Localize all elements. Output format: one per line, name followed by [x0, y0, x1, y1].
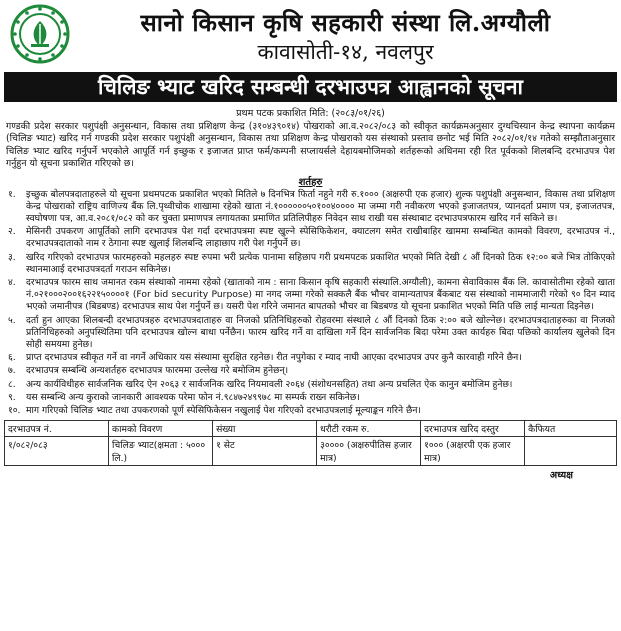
col-bid-number: दरभाउपत्र नं. — [5, 421, 109, 437]
col-security-amount: धरौटी रकम रु. — [317, 421, 421, 437]
list-item: ३. खरिद गरिएको दरभाउपत्र फारमहरुको महलहरु स्पष्ट रुपमा भरी प्रत्येक पानामा सहिछाप गरी प्रथमपटक प्रकाशित भएको मिति देखी ८ औं दिनको ठिक १२:०० बजे भित्र तोकिएको स्थानमाआई दरभाउपत्रदर्ता गराउन सकिनेछ। — [8, 251, 615, 275]
letterhead — [4, 4, 617, 68]
list-item: ६. प्राप्त दरभाउपत्र स्वीकृत गर्ने वा नगर्ने अधिकार यस संस्थामा सुरक्षित रहनेछ। रीत नपुगेका र म्याद नाघी आएका दरभाउपत्र उपर कुनै कारवाही गरिने छैन। — [8, 352, 522, 364]
notice-intro: गण्डकी प्रदेश सरकार पशुपंक्षी अनुसन्धान, विकास तथा प्रशिक्षण केन्द्र (३१०४३९०१४) पोखराको आ.व.२०८२/०८३ को स्वीकृत कार्यक्रमअनुसार दुग्धचिस्यान केन्द्र स्थापना कार्यक्रम (चिलिङ भ्याट) खरिद गर्न गण्डकी प्रदेश सरकार पशुपंक्षी अनुसन्धान, विकास तथा प्रशिक्षण केन्द्र पोखराको यस संस्थाको प्रस्ताव छनोट भई मिति २०८२/०१/१४ गतेको सम्झौताअनुसार चिलिङ भ्याट खरिद गर्नुपर्ने भएकोले आपूर्ति गर्न इच्छुक र इजाजत प्राप्त फर्म/कम्पनी सप्लायर्सले देहायबमोजिमको शर्तहरूको अधिनमा रही रित पूर्वकको शिलबन्दि दरभाउपत्र पेश गर्नुहुन यो सूचना प्रकाशित गरिएको छ। — [6, 121, 615, 170]
list-item: ७. दरभाउपत्र सम्बन्धि अन्यशर्तहरु दरभाउपत्र फारममा उल्लेख गरे बमोजिम हुनेछन्। — [8, 365, 289, 377]
list-item: ४. दरभाउपत्र फारम साथ जमानत रकम संस्थाको नाममा रहेको (खाताको नाम : साना किसान कृषि सहकारी संस्थालि.अग्यौली), कामना सेवाविकास बैंक लि. कावासोतीमा रहेको खाता नं.०२१०००२००१६२२१५००००१ (For bid security Purpose) मा नगद जम्मा गरेको सक्कलै बैंक भौचर वामान्यतापत्र बैंकबाट यस संस्थाको नाममाजारी गरेको ९० दिन म्याद भएको जमानीपत्र (बिडबण्ड) दरभाउपत्र साथ पेश गर्नुपर्ने छ। यसरी पेश गरिने जमानत बापतको भौचर वा बिडबण्ड यो सूचना प्रकाशित भएको मिति पछि लाई मान्यता दिइनेछ। — [8, 277, 615, 313]
cell-bid-fee: १००० (अक्षरपी एक हजार मात्र) — [421, 437, 525, 466]
list-item: ९. यस सम्बन्धि अन्य कुराको जानकारी आवश्यक परेमा फोन नं.९८४७२४९९७८ मा सम्पर्क राख्न सकिनेछ। — [8, 391, 360, 403]
list-item: २. मेसिनरी उपकरण आपूर्तिको लागि दरभाउपत्र पेश गर्दा दरभाउपत्रमा स्पष्ट खुल्ने स्पेसिफिकेशन, क्याटलग समेत राखीबाहिर खाममा सम्बन्धित कामको विवरण, दरभाउपत्र नं., दरभाउपत्रदाताको नाम र ठेगाना स्पष्ट खुलाई शिलबन्दि लाहाछाप गरी पेश गर्नुपर्ने छ। — [8, 226, 615, 250]
cell-security-amount: ३०००० (अक्षरुपीतिस हजार मात्र) — [317, 437, 421, 466]
col-bid-fee: दरभाउपत्र खरिद दस्तुर — [421, 421, 525, 437]
table-header-row — [5, 421, 617, 437]
list-item: ५. दर्ता हुन आएका शिलबन्दी दरभाउपत्रहरु दरभाउपत्रदाताहरु वा निजको प्रतिनिधिहरुको रोहवरमा संस्थाले ८ औं दिनको ठिक २:०० बजे खोल्नेछ। दरभाउपत्रदाताहरुका वा निजको प्रतिनिधिहरुको अनुपस्थितिमा पनि दरभाउपत्र खोल्न बाधा पर्नेछैन। फारम खरिद गर्ने वा दाखिला गर्ने दिन सार्वजनिक बिदा परेमा उक्त कार्यहरु बिदा पछिको कार्यालय खुलेको दिन सोही समयमा हुनेछ। — [8, 314, 615, 351]
organization-address: कावासोती-१४, नवलपुर — [257, 40, 434, 64]
bid-table — [4, 420, 617, 466]
list-item: १०. माग गरिएको चिलिङ भ्याट तथा उपकरणको पूर्ण स्पेसिफिकेसन नखुलाई पेश गरिएको दरभाउपत्रलाई मूल्याङ्कन गरिने छैन। — [8, 405, 421, 417]
col-remarks: कैफियत — [525, 421, 617, 437]
table-row — [5, 437, 617, 466]
list-item: ८. अन्य कार्यविधीहरु सार्वजनिक खरिद ऐन २०६३ र सार्वजनिक खरिद नियमावली २०६४ (संशोधनसहित) तथा अन्य प्रचलित ऐक कानुन बमोजिम हुनेछ। — [8, 378, 513, 390]
notice-page — [4, 4, 617, 623]
col-quantity: संख्या — [213, 421, 317, 437]
cell-quantity: १ सेट — [213, 437, 317, 466]
first-published-date: प्रथम पटक प्रकाशित मिति: (२०८३/०१/२६) — [236, 108, 385, 119]
organization-name: सानाे किसान कृषि सहकारी संस्था लि.अग्यौली — [140, 8, 551, 37]
cooperative-logo-icon — [10, 4, 70, 64]
signature-title: अध्यक्ष — [549, 470, 573, 482]
col-work-description: कामको विवरण — [109, 421, 213, 437]
list-item: १. इच्छुक बोलपत्रदाताहरुले यो सूचना प्रथमपटक प्रकाशित भएको मितिले ७ दिनभित्र फिर्ता नहुने गरी रु.१००० (अक्षरुपी एक हजार) शुल्क पशुपंक्षी अनुसन्धान, विकास तथा प्रशिक्षण केन्द्र पोखराको राष्ट्रिय वाणिज्य बैंक लि.पृथ्वीचोक शाखामा रहेको खाता नं.१००००००५०१००४०००० मा जम्मा गरी नवीकरण भएको इजाजतपत्र, प्यानदर्ता प्रमाण पत्र, इजाजतपत्र, स्वघोषणा पत्र, आ.व.२०८१/०८२ को कर चुक्ता प्रमाणपत्र लगायतका प्रमाणित प्रतिलिपीहरु निवेदन साथ राखी यस संस्थाबाट दरभाउपत्रफारम खरिद गर्न सकिने छ। — [8, 188, 615, 225]
cell-bid-number: १/०८२/०८३ — [5, 437, 109, 466]
cell-work-description: चिलिङ भ्याट(क्षमता : ५००० लि.) — [109, 437, 213, 466]
cell-remarks — [525, 437, 617, 466]
notice-title: चिलिङ भ्याट खरिद सम्बन्धी दरभाउपत्र आह्वानको सूचना — [4, 72, 617, 102]
terms-list — [4, 189, 615, 418]
terms-heading: शर्तहरु — [298, 176, 323, 188]
